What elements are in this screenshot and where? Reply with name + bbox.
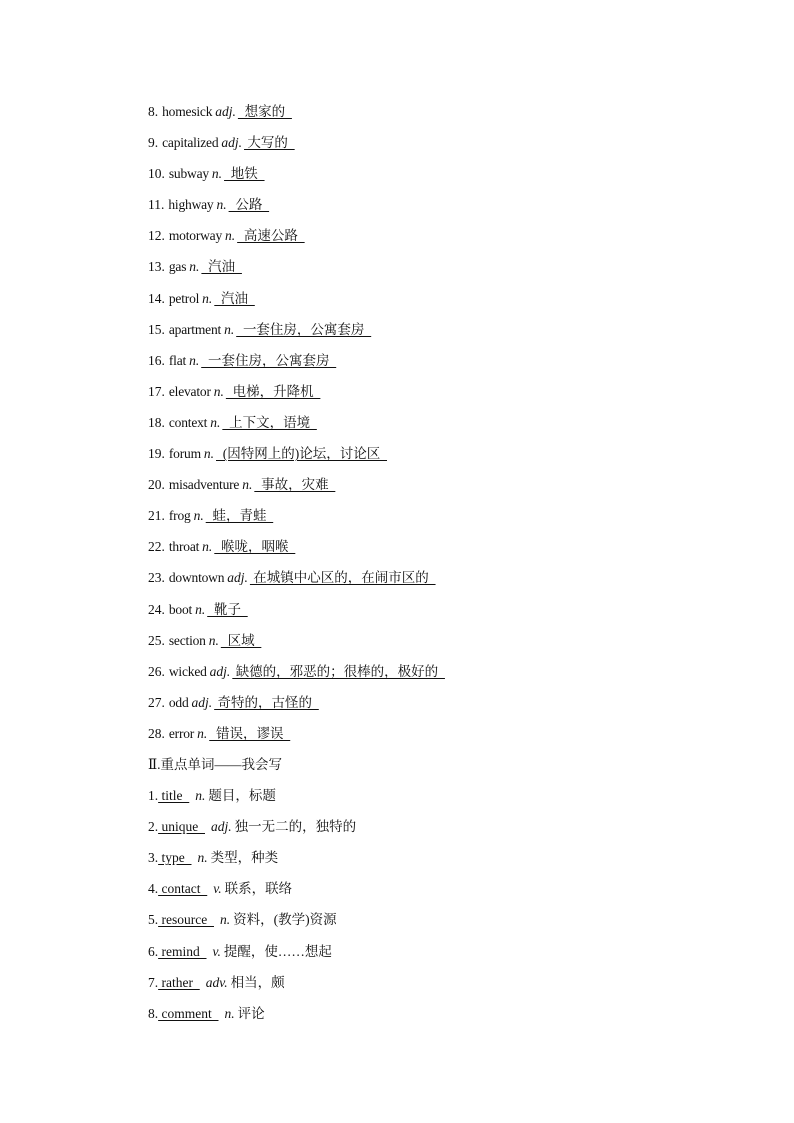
item-number: 26. (148, 663, 165, 679)
vocab-item (148, 443, 445, 474)
item-pos: adj. (227, 570, 248, 586)
item-word: odd (168, 694, 189, 710)
item-number: 21. (148, 508, 165, 524)
item-number: 10. (148, 166, 165, 182)
item-pos: n. (224, 321, 235, 337)
vocab-item (148, 194, 445, 225)
item-answer: remind (158, 943, 207, 959)
item-pos: v. (213, 881, 222, 897)
item-number: 17. (148, 383, 165, 399)
item-number: 24. (148, 601, 165, 617)
item-pos: n. (211, 166, 223, 182)
item-answer: type (158, 850, 192, 866)
write-item (148, 909, 445, 940)
item-answer: 汽油 (214, 290, 255, 306)
vocab-item (148, 319, 445, 350)
item-meaning: 相当，颇 (230, 974, 285, 990)
item-meaning: 资料，(教学)资源 (233, 912, 337, 928)
item-number: 12. (148, 228, 165, 244)
item-number: 7. (148, 974, 159, 990)
item-pos: adv. (205, 974, 228, 990)
item-answer: 电梯，升降机 (225, 383, 321, 399)
item-pos: adj. (211, 819, 232, 835)
item-pos: adj. (215, 104, 236, 119)
item-number: 19. (148, 446, 165, 462)
item-meaning: 评论 (237, 1005, 265, 1021)
item-word: section (168, 632, 206, 648)
item-answer: unique (158, 819, 205, 835)
item-answer: comment (158, 1005, 219, 1021)
item-number: 2. (148, 819, 159, 835)
item-word: motorway (168, 228, 223, 244)
item-pos: n. (193, 508, 204, 524)
item-number: 13. (148, 259, 165, 275)
vocab-item (148, 630, 445, 661)
item-pos: n. (213, 383, 224, 399)
item-number: 25. (148, 632, 165, 648)
item-word: capitalized (162, 135, 219, 151)
item-number: 8. (148, 104, 159, 119)
item-pos: adj. (209, 663, 231, 679)
item-word: downtown (168, 570, 225, 586)
item-answer: rather (158, 974, 200, 990)
item-number: 9. (148, 135, 159, 151)
vocab-item (148, 350, 445, 381)
item-answer: 公路 (228, 197, 270, 213)
item-pos: n. (189, 352, 200, 368)
item-word: wicked (168, 663, 207, 679)
item-word: homesick (162, 104, 213, 119)
item-word: boot (168, 601, 193, 617)
vocabulary-list (148, 101, 445, 1034)
vocab-item (148, 474, 445, 505)
item-answer: 靴子 (207, 601, 248, 617)
vocab-item (148, 692, 445, 723)
write-item (148, 847, 445, 878)
item-pos: n. (208, 632, 219, 648)
item-answer: 错误，谬误 (209, 725, 291, 741)
vocab-item (148, 505, 445, 536)
item-answer: contact (158, 881, 208, 897)
item-answer: 奇特的，古怪的 (214, 694, 319, 710)
item-number: 20. (148, 477, 165, 493)
vocab-item (148, 723, 445, 754)
item-pos: n. (195, 601, 206, 617)
item-answer: resource (158, 912, 214, 928)
vocab-item (148, 536, 445, 567)
section-heading: Ⅱ.重点单词——我会写 (148, 756, 283, 772)
item-answer: 大写的 (244, 135, 295, 151)
item-word: gas (168, 259, 187, 275)
item-pos: n. (189, 259, 200, 275)
item-meaning: 提醒，使……想起 (223, 943, 332, 959)
item-word: apartment (168, 321, 222, 337)
item-pos: n. (225, 228, 236, 244)
vocab-item (148, 412, 445, 443)
write-item (148, 816, 445, 847)
item-word: subway (168, 166, 209, 182)
item-meaning: 独一无二的，独特的 (234, 819, 357, 835)
item-pos: n. (197, 850, 208, 866)
item-word: frog (168, 508, 191, 524)
item-meaning: 题目，标题 (208, 788, 276, 804)
item-number: 22. (148, 539, 165, 555)
item-answer: (因特网上的)论坛，讨论区 (216, 446, 387, 462)
item-word: flat (168, 352, 187, 368)
item-answer: 事故，灾难 (254, 477, 336, 493)
item-answer: 一套住房，公寓套房 (201, 352, 337, 368)
item-number: 11. (148, 197, 165, 213)
item-number: 16. (148, 352, 165, 368)
item-number: 3. (148, 850, 159, 866)
write-item (148, 941, 445, 972)
item-number: 14. (148, 290, 165, 306)
item-answer: 地铁 (224, 166, 265, 182)
write-item (148, 785, 445, 816)
vocab-item (148, 661, 445, 692)
item-answer: 区域 (220, 632, 262, 648)
item-pos: n. (219, 912, 231, 928)
item-word: throat (168, 539, 200, 555)
item-number: 23. (148, 570, 165, 586)
item-answer: 一套住房，公寓套房 (236, 321, 372, 337)
item-answer: title (158, 788, 190, 804)
item-answer: 上下文，语境 (222, 414, 317, 430)
item-pos: n. (216, 197, 227, 213)
item-number: 15. (148, 321, 165, 337)
vocab-item (148, 163, 445, 194)
item-pos: v. (212, 943, 221, 959)
vocab-item (148, 567, 445, 598)
item-number: 28. (148, 725, 165, 741)
item-word: context (168, 414, 208, 430)
item-word: forum (168, 446, 201, 462)
item-answer: 喉咙，咽喉 (214, 539, 296, 555)
vocab-item (148, 101, 445, 132)
item-number: 27. (148, 694, 165, 710)
item-answer: 蛙，青蛙 (205, 508, 274, 524)
item-answer: 高速公路 (237, 228, 305, 244)
vocab-item (148, 256, 445, 287)
item-answer: 汽油 (201, 259, 242, 275)
item-word: petrol (168, 290, 200, 306)
write-item (148, 1003, 445, 1034)
item-word: highway (168, 197, 214, 213)
item-answer: 缺德的，邪恶的；很棒的，极好的 (232, 663, 445, 679)
vocab-item (148, 381, 445, 412)
vocab-item (148, 132, 445, 163)
item-pos: n. (203, 446, 214, 462)
vocab-item (148, 225, 445, 256)
item-meaning: 类型，种类 (210, 850, 279, 866)
vocab-item (148, 288, 445, 319)
item-word: error (168, 725, 195, 741)
item-word: elevator (168, 383, 211, 399)
item-meaning: 联系，联络 (224, 881, 293, 897)
item-pos: n. (242, 477, 253, 493)
item-pos: n. (197, 725, 208, 741)
item-number: 8. (148, 1005, 159, 1021)
write-item (148, 878, 445, 909)
item-word: misadventure (168, 477, 240, 493)
write-item (148, 972, 445, 1003)
item-pos: n. (224, 1005, 235, 1021)
item-pos: n. (202, 290, 213, 306)
vocab-item (148, 599, 445, 630)
item-pos: n. (202, 539, 213, 555)
item-pos: n. (210, 414, 221, 430)
item-number: 4. (148, 881, 159, 897)
item-number: 1. (148, 788, 159, 804)
item-number: 6. (148, 943, 159, 959)
item-answer: 在城镇中心区的，在闹市区的 (249, 570, 436, 586)
item-number: 18. (148, 414, 165, 430)
item-pos: adj. (221, 135, 243, 151)
item-number: 5. (148, 912, 159, 928)
item-answer: 想家的 (237, 104, 292, 119)
item-pos: adj. (191, 694, 213, 710)
item-pos: n. (195, 788, 206, 804)
